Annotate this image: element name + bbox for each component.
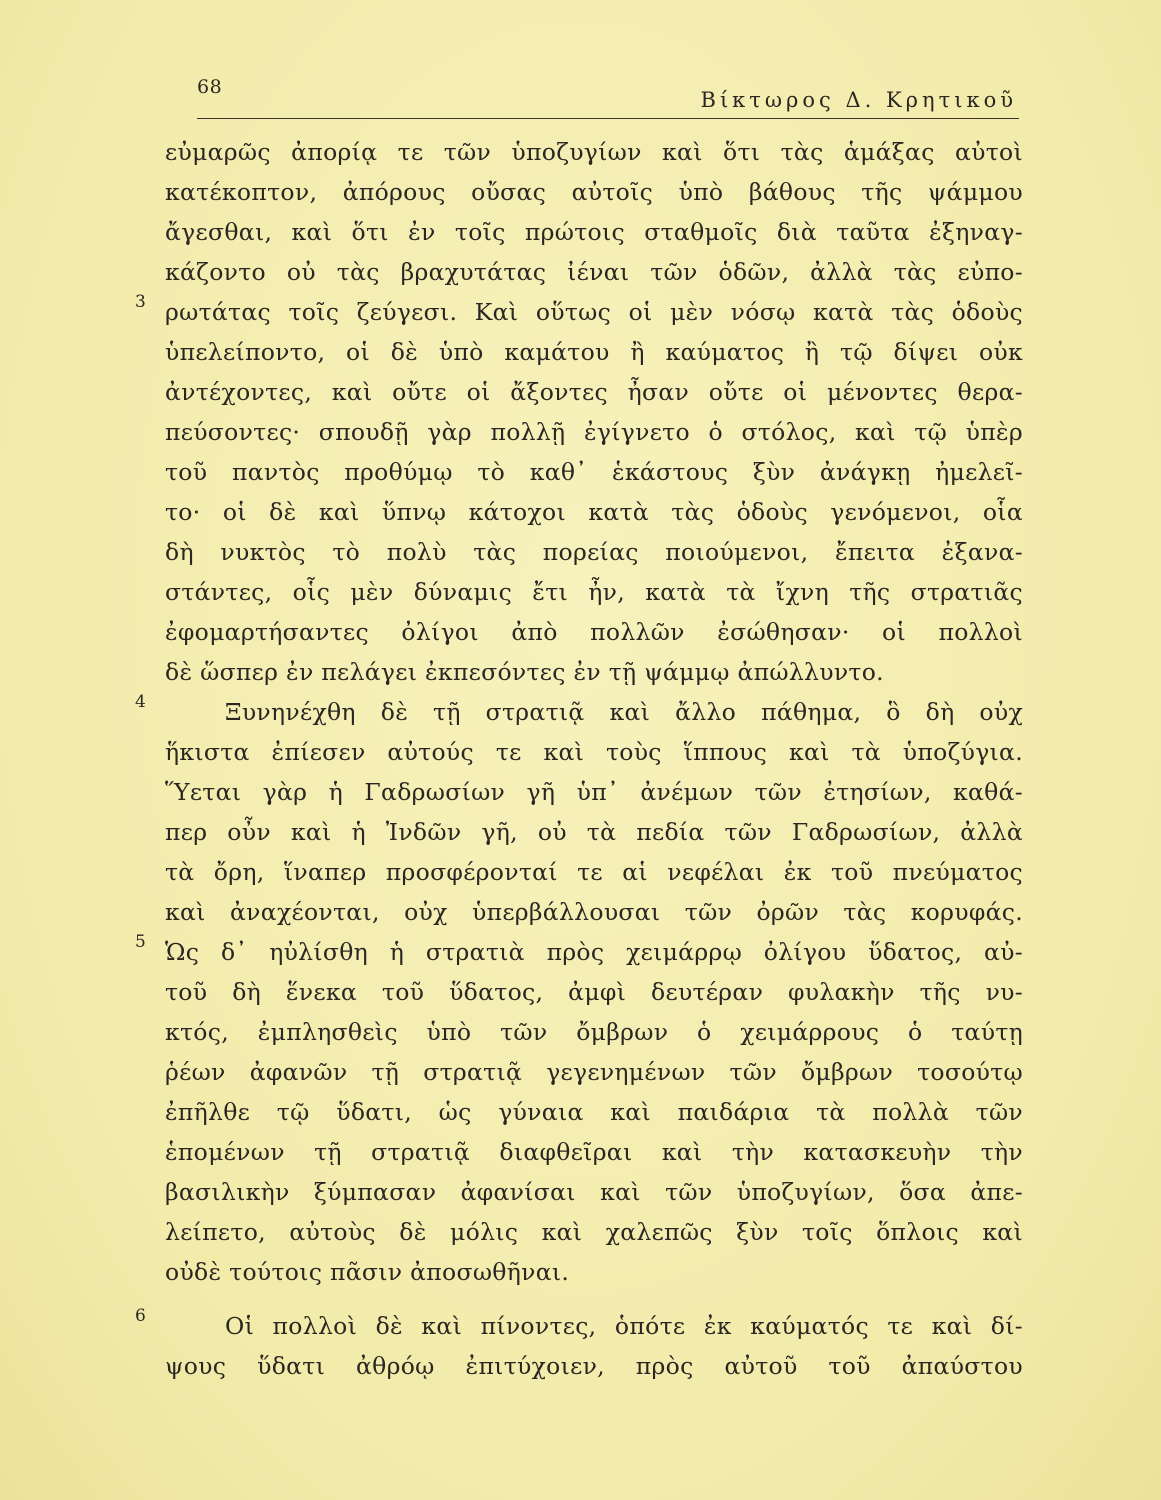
running-head: Βίκτωρος Δ. Κρητικοῦ: [700, 88, 1017, 112]
body-text: [135, 132, 1023, 1386]
text-line: το· οἱ δὲ καὶ ὕπνῳ κάτοχοι κατὰ τὰς ὁδοὺς γενόμενοι, οἷα: [165, 498, 1023, 526]
text-line: Ὡς δ᾽ ηὐλίσθη ἡ στρατιὰ πρὸς χειμάρρῳ ὀλίγου ὕδατος, αὐ-: [165, 938, 1023, 966]
text-line: Οἱ πολλοὶ δὲ καὶ πίνοντες, ὁπότε ἐκ καύματός τε καὶ δί-: [225, 1312, 1023, 1340]
text-line: δὲ ὥσπερ ἐν πελάγει ἐκπεσόντες ἐν τῇ ψάμμῳ ἀπώλλυντο.: [165, 658, 884, 686]
paragraph-gap: [165, 1292, 1023, 1306]
section-number: 6: [135, 1306, 146, 1326]
text-line: ψους ὕδατι ἀθρόῳ ἐπιτύχοιεν, πρὸς αὐτοῦ τοῦ ἀπαύστου: [165, 1352, 1023, 1380]
text-line: λείπετο, αὐτοὺς δὲ μόλις καὶ χαλεπῶς ξὺν τοῖς ὅπλοις καὶ: [165, 1218, 1023, 1246]
text-line: τὰ ὄρη, ἵναπερ προσφέρονταί τε αἱ νεφέλαι ἐκ τοῦ πνεύματος: [165, 858, 1023, 886]
text-line: ῥέων ἀφανῶν τῇ στρατιᾷ γεγενημένων τῶν ὄμβρων τοσούτῳ: [165, 1058, 1023, 1086]
text-line: οὐδὲ τούτοις πᾶσιν ἀποσωθῆναι.: [165, 1258, 570, 1286]
text-line: ἐφομαρτήσαντες ὀλίγοι ἀπὸ πολλῶν ἐσώθησαν· οἱ πολλοὶ: [165, 618, 1023, 646]
text-line: κατέκοπτον, ἀπόρους οὔσας αὐτοῖς ὑπὸ βάθους τῆς ψάμμου: [165, 178, 1023, 206]
text-line: ἥκιστα ἐπίεσεν αὐτούς τε καὶ τοὺς ἵππους καὶ τὰ ὑποζύγια.: [165, 738, 1023, 766]
section-6-start: [135, 1306, 1023, 1346]
text-line: τοῦ δὴ ἕνεκα τοῦ ὕδατος, ἀμφὶ δευτέραν φυλακὴν τῆς νυ-: [165, 978, 1023, 1006]
text-line: τοῦ παντὸς προθύμῳ τὸ καθ᾽ ἑκάστους ξὺν ἀνάγκῃ ἠμελεῖ-: [165, 458, 1023, 486]
text-line: περ οὖν καὶ ἡ Ἰνδῶν γῆ, οὐ τὰ πεδία τῶν Γαδρωσίων, ἀλλὰ: [165, 818, 1023, 846]
section-number: 5: [135, 932, 146, 952]
section-number: 4: [135, 692, 146, 712]
text-line: ἐπῆλθε τῷ ὕδατι, ὡς γύναια καὶ παιδάρια τὰ πολλὰ τῶν: [165, 1098, 1023, 1126]
header-rule: [197, 118, 1019, 119]
section-4-start: [135, 692, 1023, 732]
text-line: ἑπομένων τῇ στρατιᾷ διαφθεῖραι καὶ τὴν κατασκευὴν τὴν: [165, 1138, 1023, 1166]
text-line: δὴ νυκτὸς τὸ πολὺ τὰς πορείας ποιούμενοι, ἔπειτα ἐξανα-: [165, 538, 1023, 566]
text-line: στάντες, οἷς μὲν δύναμις ἔτι ἦν, κατὰ τὰ ἴχνη τῆς στρατιᾶς: [165, 578, 1023, 606]
text-line: ἄγεσθαι, καὶ ὅτι ἐν τοῖς πρώτοις σταθμοῖς διὰ ταῦτα ἐξηναγ-: [165, 218, 1023, 246]
text-line: Ξυνηνέχθη δὲ τῇ στρατιᾷ καὶ ἄλλο πάθημα, ὃ δὴ οὐχ: [225, 698, 1023, 726]
section-5-start: [135, 932, 1023, 972]
page-number: 68: [197, 76, 223, 98]
text-line: πεύσοντες· σπουδῇ γὰρ πολλῇ ἐγίγνετο ὁ στόλος, καὶ τῷ ὑπὲρ: [165, 418, 1023, 446]
text-line: ἀντέχοντες, καὶ οὔτε οἱ ἄξοντες ἦσαν οὔτε οἱ μένοντες θερα-: [165, 378, 1023, 406]
text-line: βασιλικὴν ξύμπασαν ἀφανίσαι καὶ τῶν ὑποζυγίων, ὅσα ἀπε-: [165, 1178, 1023, 1206]
text-line: ρωτάτας τοῖς ζεύγεσι. Καὶ οὕτως οἱ μὲν νόσῳ κατὰ τὰς ὁδοὺς: [165, 298, 1023, 326]
page-header: [197, 74, 1019, 122]
text-line: καὶ ἀναχέονται, οὐχ ὑπερβάλλουσαι τῶν ὀρῶν τὰς κορυφάς.: [165, 898, 1023, 926]
text-line: εὐμαρῶς ἀπορίᾳ τε τῶν ὑποζυγίων καὶ ὅτι τὰς ἁμάξας αὐτοὶ: [165, 138, 1023, 166]
text-line: ὑπελείποντο, οἱ δὲ ὑπὸ καμάτου ἢ καύματος ἢ τῷ δίψει οὐκ: [165, 338, 1023, 366]
text-line: κτός, ἐμπλησθεὶς ὑπὸ τῶν ὄμβρων ὁ χειμάρρους ὁ ταύτῃ: [165, 1018, 1023, 1046]
section-number: 3: [135, 292, 146, 312]
text-line: Ὕεται γὰρ ἡ Γαδρωσίων γῆ ὑπ᾽ ἀνέμων τῶν ἐτησίων, καθά-: [165, 778, 1023, 806]
text-line: κάζοντο οὐ τὰς βραχυτάτας ἰέναι τῶν ὁδῶν, ἀλλὰ τὰς εὐπο-: [165, 258, 1023, 286]
section-3-start: [135, 292, 1023, 332]
